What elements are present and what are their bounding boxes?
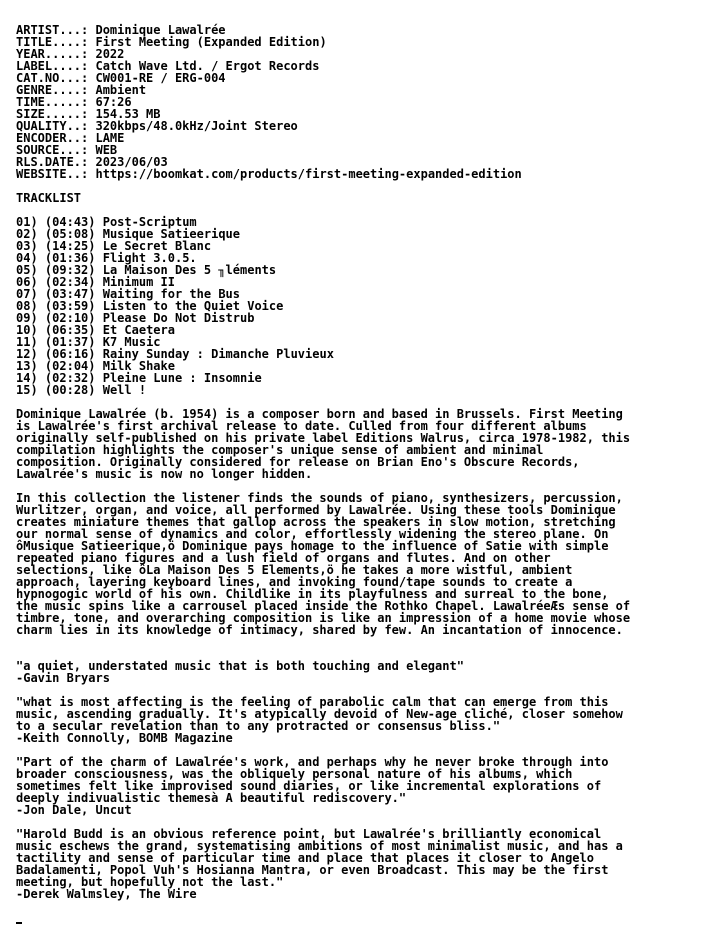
quote-line: tactility and sense of particular time and place that places it closer to Angelo [16, 851, 594, 865]
track-duration: (06:35) [44, 323, 96, 337]
track-title: Post-Scriptum [102, 215, 197, 229]
quote-line: Badalamenti, Popol Vuh's Hosianna Mantra, or even Broadcast. This may be the first [16, 863, 609, 877]
track-title: Rainy Sunday : Dimanche Pluvieux [102, 347, 334, 361]
track-number: 12) [16, 347, 38, 361]
track-title: Milk Shake [102, 359, 175, 373]
press-quote [16, 756, 700, 816]
track-title: Minimum II [102, 275, 175, 289]
metadata-key: TIME.....: [16, 95, 89, 109]
description-line: the music spins like a carrousel placed inside the Rothko Chapel. LawalréeÆs sense of [16, 599, 631, 613]
description-line: Lawalrée's music is now no longer hidden. [16, 467, 313, 481]
nfo-document [16, 24, 700, 924]
quote-line: meeting, but hopefully not the last." [16, 875, 284, 889]
description-line: charm lies in its knowledge of intimacy, shared by few. An incantation of innocence. [16, 623, 623, 637]
description-line: creates miniature themes that gallop across the speakers in slow motion, stretching [16, 515, 616, 529]
track-title: Waiting for the Bus [102, 287, 241, 301]
press-quote [16, 828, 700, 900]
track-title: Pleine Lune : Insomnie [102, 371, 262, 385]
description-line: is Lawalrée's first archival release to date. Culled from four different albums [16, 419, 587, 433]
description-line: ôMusique Satieerique,ö Dominique pays homage to the influence of Satie with simple [16, 539, 609, 553]
metadata-key: YEAR.....: [16, 47, 89, 61]
track-duration: (01:36) [44, 251, 96, 265]
description-paragraph [16, 408, 700, 480]
track-number: 02) [16, 227, 38, 241]
release-metadata [16, 24, 700, 180]
metadata-row [16, 132, 700, 144]
track-number: 11) [16, 335, 38, 349]
metadata-value: CW001-RE / ERG-004 [95, 71, 226, 85]
track-duration: (03:47) [44, 287, 96, 301]
track-duration: (02:04) [44, 359, 96, 373]
quote-line: music eschews the grand, systematising ambitions of most minimalist music, and has a [16, 839, 623, 853]
track-duration: (09:32) [44, 263, 96, 277]
metadata-key: ARTIST...: [16, 23, 89, 37]
track-duration: (03:59) [44, 299, 96, 313]
press-quote [16, 660, 700, 684]
track-title: Flight 3.0.5. [102, 251, 197, 265]
description-line: compilation highlights the composer's unique sense of ambient and minimal [16, 443, 544, 457]
track-duration: (02:10) [44, 311, 96, 325]
metadata-value: Ambient [95, 83, 147, 97]
track-number: 03) [16, 239, 38, 253]
track-duration: (00:28) [44, 383, 96, 397]
track-duration: (05:08) [44, 227, 96, 241]
press-quote [16, 696, 700, 744]
quote-attribution: -Jon Dale, Uncut [16, 803, 132, 817]
description-line: originally self-published on his private label Editions Walrus, circa 1978-1982, this [16, 431, 631, 445]
description-line: hypnogogic world of his own. Childlike in its playfulness and surreal to the bone, [16, 587, 609, 601]
track-title: Please Do Not Distrub [102, 311, 255, 325]
quote-line: broader consciousness, was the obliquely personal nature of his albums, which [16, 767, 573, 781]
release-description [16, 408, 700, 636]
metadata-key: SOURCE...: [16, 143, 89, 157]
quote-line: "Harold Budd is an obvious reference point, but Lawalrée's brilliantly economical [16, 827, 602, 841]
metadata-key: CAT.NO...: [16, 71, 89, 85]
description-line: timbre, tone, and overarching composition is like an impression of a home movie whose [16, 611, 631, 625]
quote-line: "a quiet, understated music that is both touching and elegant" [16, 659, 464, 673]
metadata-value: 154.53 MB [95, 107, 161, 121]
description-line: Wurlitzer, organ, and voice, all performed by Lawalrée. Using these tools Dominique [16, 503, 616, 517]
quote-line: "what is most affecting is the feeling of parabolic calm that can emerge from this [16, 695, 609, 709]
quote-attribution: -Derek Walmsley, The Wire [16, 887, 197, 901]
metadata-row [16, 168, 700, 180]
description-line: repeated piano figures and a lush field of organs and flutes. And on other [16, 551, 551, 565]
track-number: 08) [16, 299, 38, 313]
quote-line: to a secular revelation than to any protracted or consensus bliss." [16, 719, 501, 733]
track-title: K7 Music [102, 335, 161, 349]
metadata-value: Catch Wave Ltd. / Ergot Records [95, 59, 320, 73]
track-title: La Maison Des 5 ╖léments [102, 263, 277, 277]
quote-line: music, ascending gradually. It's atypically devoid of New-age cliché, closer somehow [16, 707, 623, 721]
quote-line: "Part of the charm of Lawalrée's work, and perhaps why he never broke through into [16, 755, 609, 769]
description-line: composition. Originally considered for release on Brian Eno's Obscure Records, [16, 455, 580, 469]
metadata-key: GENRE....: [16, 83, 89, 97]
track-number: 14) [16, 371, 38, 385]
track-number: 15) [16, 383, 38, 397]
metadata-key: TITLE....: [16, 35, 89, 49]
track-number: 01) [16, 215, 38, 229]
description-paragraph [16, 492, 700, 636]
track-number: 06) [16, 275, 38, 289]
track-duration: (01:37) [44, 335, 96, 349]
quote-line: sometimes felt like improvised sound diaries, or like incremental explorations of [16, 779, 602, 793]
terminal-cursor [16, 912, 700, 924]
metadata-key: WEBSITE..: [16, 167, 89, 181]
track-duration: (06:16) [44, 347, 96, 361]
cursor-underscore [16, 922, 22, 924]
metadata-key: QUALITY..: [16, 119, 89, 133]
track-number: 10) [16, 323, 38, 337]
track-title: Well ! [102, 383, 147, 397]
quote-attribution: -Keith Connolly, BOMB Magazine [16, 731, 233, 745]
tracklist-heading: TRACKLIST [16, 191, 82, 205]
track-title: Musique Satieerique [102, 227, 241, 241]
metadata-value: WEB [95, 143, 118, 157]
description-line: our normal sense of dynamics and color, effortlessly widening the stereo plane. On [16, 527, 609, 541]
track-duration: (04:43) [44, 215, 96, 229]
metadata-key: RLS.DATE.: [16, 155, 89, 169]
track-title: Listen to the Quiet Voice [102, 299, 284, 313]
track-title: Le Secret Blanc [102, 239, 212, 253]
track-duration: (02:34) [44, 275, 96, 289]
description-line: In this collection the listener finds the sounds of piano, synthesizers, percussion, [16, 491, 623, 505]
metadata-key: LABEL....: [16, 59, 89, 73]
metadata-value: 67:26 [95, 95, 132, 109]
metadata-value: Dominique Lawalrée [95, 23, 226, 37]
description-line: Dominique Lawalrée (b. 1954) is a composer born and based in Brussels. First Meeting [16, 407, 623, 421]
track-duration: (14:25) [44, 239, 96, 253]
metadata-value: LAME [95, 131, 125, 145]
metadata-value: 2023/06/03 [95, 155, 168, 169]
description-line: approach, layering keyboard lines, and invoking found/tape sounds to create a [16, 575, 573, 589]
metadata-key: ENCODER..: [16, 131, 89, 145]
track-number: 09) [16, 311, 38, 325]
track-duration: (02:32) [44, 371, 96, 385]
quote-attribution: -Gavin Bryars [16, 671, 110, 685]
press-quotes [16, 660, 700, 900]
tracklist [16, 216, 700, 396]
metadata-value: https://boomkat.com/products/first-meeting-expanded-edition [95, 167, 522, 181]
track-number: 05) [16, 263, 38, 277]
track-number: 04) [16, 251, 38, 265]
metadata-value: First Meeting (Expanded Edition) [95, 35, 327, 49]
track-number: 13) [16, 359, 38, 373]
metadata-value: 2022 [95, 47, 125, 61]
quote-line: deeply indivualistic themesà A beautiful rediscovery." [16, 791, 407, 805]
metadata-value: 320kbps/48.0kHz/Joint Stereo [95, 119, 298, 133]
track-number: 07) [16, 287, 38, 301]
track-title: Et Caetera [102, 323, 175, 337]
track-row [16, 384, 700, 396]
metadata-key: SIZE.....: [16, 107, 89, 121]
description-line: selections, like ôLa Maison Des 5 Elements,ö he takes a more wistful, ambient [16, 563, 573, 577]
